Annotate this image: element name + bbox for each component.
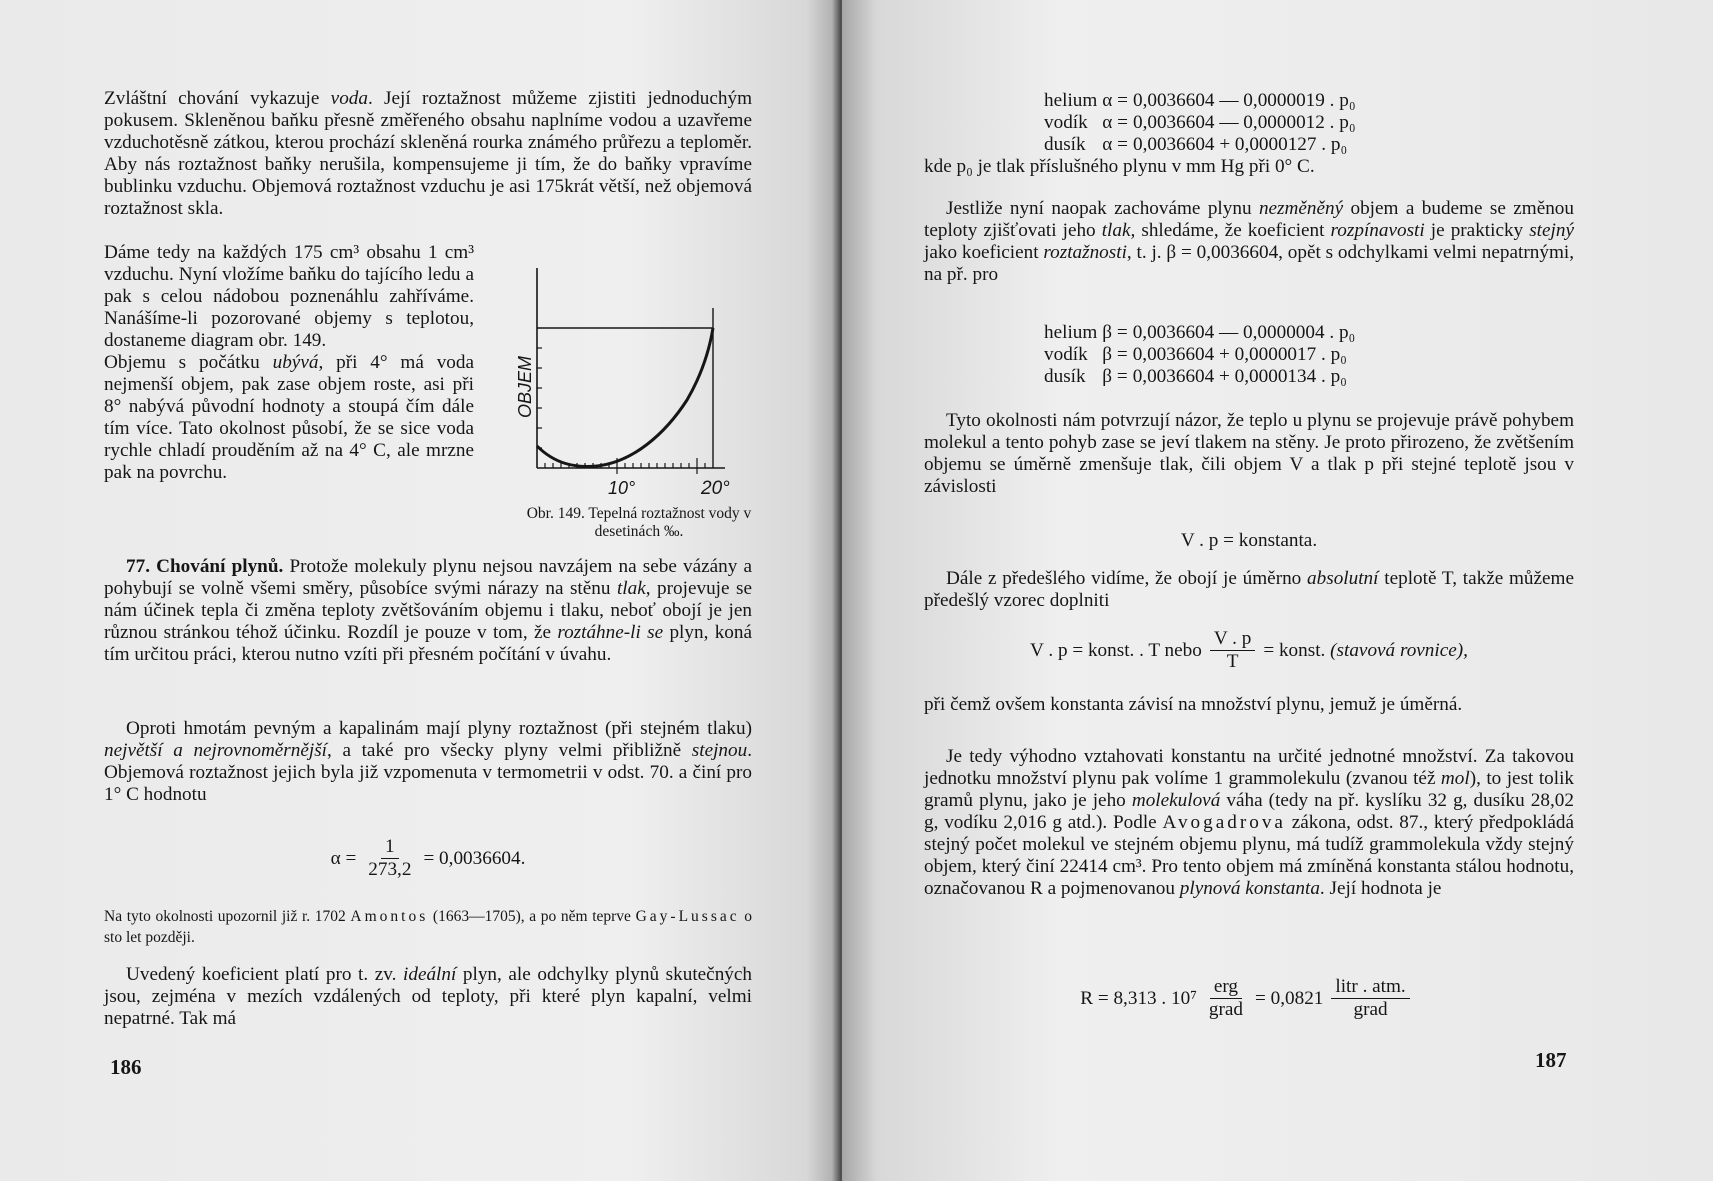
gas-symbol: β = (1102, 322, 1128, 343)
text-spaced: Avogadrova (1162, 812, 1286, 833)
text-em: plynová konstanta (1179, 878, 1320, 899)
text-em: roztažnosti (1043, 242, 1127, 263)
text-em: absolutní (1307, 568, 1379, 589)
denominator: grad (1353, 999, 1388, 1020)
text: , při 4° má voda nejmenší objem, pak zase objem roste, asi při 8° nabývá původní hodnoty a stoupá čím dále tím více. Tato okolnost působí, že se sice voda rychle chladí prouděním až na 4° C, ale mrzne pak na povrchu. (104, 352, 474, 483)
table-row (1044, 112, 1361, 134)
numerator: V . p (1210, 628, 1256, 651)
numerator: 1 (381, 836, 399, 859)
text-em: voda (330, 88, 368, 109)
text-em: stejnou (691, 740, 748, 761)
table-row (1044, 366, 1360, 388)
tick-label-20: 20° (701, 478, 730, 499)
paragraph-constant (924, 694, 1574, 716)
text-em: tlak, (1101, 220, 1136, 241)
gas-symbol: β = (1102, 344, 1128, 365)
text-em: mol (1440, 768, 1470, 789)
table-row (1044, 322, 1360, 344)
text: Protože molekuly plynu nejsou navzájem na sebe vázány a pohybují se volně všemi směry, působíce svými nárazy na stěnu (104, 556, 753, 599)
text-em: ideální (403, 964, 457, 985)
numerator: erg (1210, 976, 1242, 999)
text: shledáme, že koeficient (1135, 220, 1331, 241)
eq-rhs: = 0,0036604. (423, 847, 526, 869)
denominator: T (1226, 651, 1239, 672)
text: Objemu s počátku (104, 352, 273, 373)
text: Zvláštní chování vykazuje (104, 88, 331, 109)
eq-lhs: V . p = konst. . T nebo (1030, 639, 1202, 661)
text: Je tedy výhodno vztahovati konstantu na určité jednotné množství. Za takovou jednotku množství plynu pak volíme 1 grammolekulu (zvanou též (924, 746, 1574, 789)
paragraph-water (104, 88, 752, 220)
eq-lhs: α = (330, 847, 357, 869)
paragraph-ideal-gas (104, 964, 752, 1030)
volume-curve (537, 328, 713, 466)
text-em: rozpínavosti (1330, 220, 1425, 241)
table-row (1044, 344, 1360, 366)
eq-mid: = 0,0821 (1255, 987, 1324, 1009)
section-77 (104, 556, 752, 666)
fraction (1205, 976, 1247, 1021)
text: ), to jest tolik gramů plynu, jako je jeho (924, 768, 1574, 811)
eq-lhs: R = 8,313 . 10⁷ (1080, 987, 1197, 1009)
paragraph-molecules (924, 410, 1574, 498)
equation-state (924, 628, 1574, 673)
page-186 (0, 0, 840, 1181)
eq-rhs: = konst. (1263, 639, 1326, 661)
equation-gas-constant (924, 976, 1574, 1021)
gas-symbol: α = (1102, 112, 1128, 133)
gas-name: vodík (1044, 112, 1088, 133)
text: kde p₀ je tlak příslušného plynu v mm Hg při 0° C. (924, 156, 1315, 177)
denominator: 273,2 (368, 859, 412, 880)
table-row (1044, 90, 1361, 112)
gas-value: 0,0036604 — 0,0000012 . p₀ (1132, 112, 1356, 133)
gas-value: 0,0036604 + 0,0000134 . p₀ (1132, 366, 1347, 387)
text-em: ubývá (272, 352, 319, 373)
page-number: 186 (110, 1055, 142, 1079)
page-number: 187 (1535, 1048, 1567, 1072)
text: . Její roztažnost můžeme zjistiti jednoduchým pokusem. Skleněnou baňku přesně změřeného obsahu naplníme vodou a uzavřeme vzduchotěsně zátkou, kterou prochází skleněná rourka známého průřezu a teploměr. Aby nás roztažnost baňky nerušila, kompensujeme ji tím, že do baňky vpravíme bublinku vzduchu. Objemová roztažnost vzduchu je asi 175krát větší, než objemová roztažnost skla. (104, 88, 752, 219)
text: . Její hodnota je (1319, 878, 1442, 899)
gas-symbol: α = (1102, 90, 1128, 111)
gas-value: 0,0036604 — 0,0000004 . p₀ (1132, 322, 1356, 343)
gas-symbol: β = (1102, 366, 1128, 387)
text-em: tlak (616, 578, 646, 599)
section-heading: 77. Chování plynů. (126, 556, 284, 577)
text: plyn, koná tím určitou práci, kterou nutno vzíti při přesném počítání v úvahu. (104, 622, 752, 665)
text: (1663—1705), a po něm teprve (428, 908, 636, 925)
tick-label-10: 10° (608, 478, 636, 498)
gas-symbol: α = (1102, 134, 1128, 155)
beta-table (1044, 322, 1360, 388)
paragraph-water-cont (104, 242, 474, 484)
paragraph-gases (104, 718, 752, 806)
text-spaced: Gay-Lussac (635, 908, 740, 925)
text: , projevuje se nám účinek tepla či změna teploty zvětšováním objemu i tlaku, neboť obojí je jen různou stránkou téhož účinku. Rozdíl je pouze v tom, že (104, 578, 752, 643)
text: objem a budeme se změnou teploty zjišťovati jeho (924, 198, 1574, 241)
gas-name: dusík (1044, 134, 1086, 155)
text-em: stejný (1529, 220, 1574, 241)
beta-values (924, 322, 1574, 388)
text: Dále z předešlého vidíme, že obojí je úměrno (946, 568, 1308, 589)
text: teplotě T, takže můžeme předešlý vzorec doplniti (924, 568, 1574, 611)
text: . Objemová roztažnost jejich byla již vzpomenuta v termometrii v odst. 70. a činí pro 1° C hodnotu (104, 740, 752, 805)
page-187 (842, 0, 1713, 1181)
text: je prakticky (1424, 220, 1530, 241)
text-spaced: Amontos (350, 908, 429, 925)
gas-name: helium (1044, 322, 1098, 343)
text-em: nezměněný (1258, 198, 1344, 219)
equation-vp: V . p = konstanta. (1180, 530, 1318, 551)
figure-caption: Obr. 149. Tepelná roztažnost vody v desetinách ‰. (526, 505, 752, 540)
text: Na tyto okolnosti upozornil již r. 1702 (104, 908, 351, 925)
text-em: molekulová (1131, 790, 1221, 811)
figure-149-diagram (515, 258, 745, 508)
gas-name: helium (1044, 90, 1098, 111)
gas-name: dusík (1044, 366, 1086, 387)
paragraph-mole (924, 746, 1574, 900)
fraction (364, 836, 415, 881)
text: váha (tedy na př. kyslíku 32 g, dusíku 28,02 g, vodíku 2,016 g atd.). Podle (924, 790, 1574, 833)
fraction (1331, 976, 1409, 1021)
numerator: litr . atm. (1331, 976, 1409, 999)
gas-name: vodík (1044, 344, 1088, 365)
text: o sto let později. (104, 908, 752, 946)
text: , a také pro všecky plyny velmi přibližně (327, 740, 692, 761)
text: při čemž ovšem konstanta závisí na množství plynu, jemuž je úměrná. (924, 694, 1463, 715)
alpha-values (924, 90, 1574, 178)
equation-alpha (104, 836, 752, 881)
text: Uvedený koeficient platí pro t. zv. (126, 964, 404, 985)
text: jako koeficient (924, 242, 1044, 263)
text: Jestliže nyní naopak zachováme plynu (946, 198, 1259, 219)
text: Oproti hmotám pevným a kapalinám mají plyny roztažnost (při stejném tlaku) (126, 718, 752, 739)
paragraph-pressure (924, 198, 1574, 286)
gas-value: 0,0036604 + 0,0000017 . p₀ (1132, 344, 1347, 365)
x-ticks (545, 458, 705, 474)
gas-value: 0,0036604 + 0,0000127 . p₀ (1132, 134, 1348, 155)
text: Dáme tedy na každých 175 cm³ obsahu 1 cm³ vzduchu. Nyní vložíme baňku do tajícího ledu a pak s celou nádobou poznenáhlu zahříváme. Nanášíme-li pozorované objemy s teplotou, dostaneme diagram obr. 149. (104, 242, 474, 351)
text: zákona, odst. 87., který předpokládá stejný počet molekul ve stejném objemu plynu, má tudíž grammolekula vždy stejný objem, který činí 22414 cm³. Pro tento objem má zmíněná konstanta stálou hodnotu, označovanou R a pojmenovanou (924, 812, 1574, 899)
gas-value: 0,0036604 — 0,0000019 . p₀ (1132, 90, 1356, 111)
text-em: roztáhne-li se (557, 622, 664, 643)
axis-label-objem: OBJEM (515, 355, 535, 418)
fraction (1210, 628, 1256, 673)
text-em: největší a nejrovnoměrnější (104, 740, 328, 761)
paragraph-absolute (924, 568, 1574, 612)
eq-label: (stavová rovnice), (1330, 639, 1468, 661)
alpha-table (1044, 90, 1361, 156)
text: plyn, ale odchylky plynů skutečných jsou, zejména v mezích vzdálených od teploty, při které plyn kapalní, velmi nepatrné. Tak má (104, 964, 752, 1029)
table-row (1044, 134, 1361, 156)
historical-note (104, 906, 752, 948)
text: Tyto okolnosti nám potvrzují názor, že teplo u plynu se projevuje právě pohybem molekul a tento pohyb zase se jeví tlakem na stěny. Je proto přirozeno, že zvětšením objemu se úměrně zmenšuje tlak, čili objem V a tlak p při stejné teplotě jsou v závislosti (924, 410, 1574, 497)
text: , t. j. β = 0,0036604, opět s odchylkami velmi nepatrnými, na př. pro (924, 242, 1574, 285)
denominator: grad (1208, 999, 1243, 1020)
